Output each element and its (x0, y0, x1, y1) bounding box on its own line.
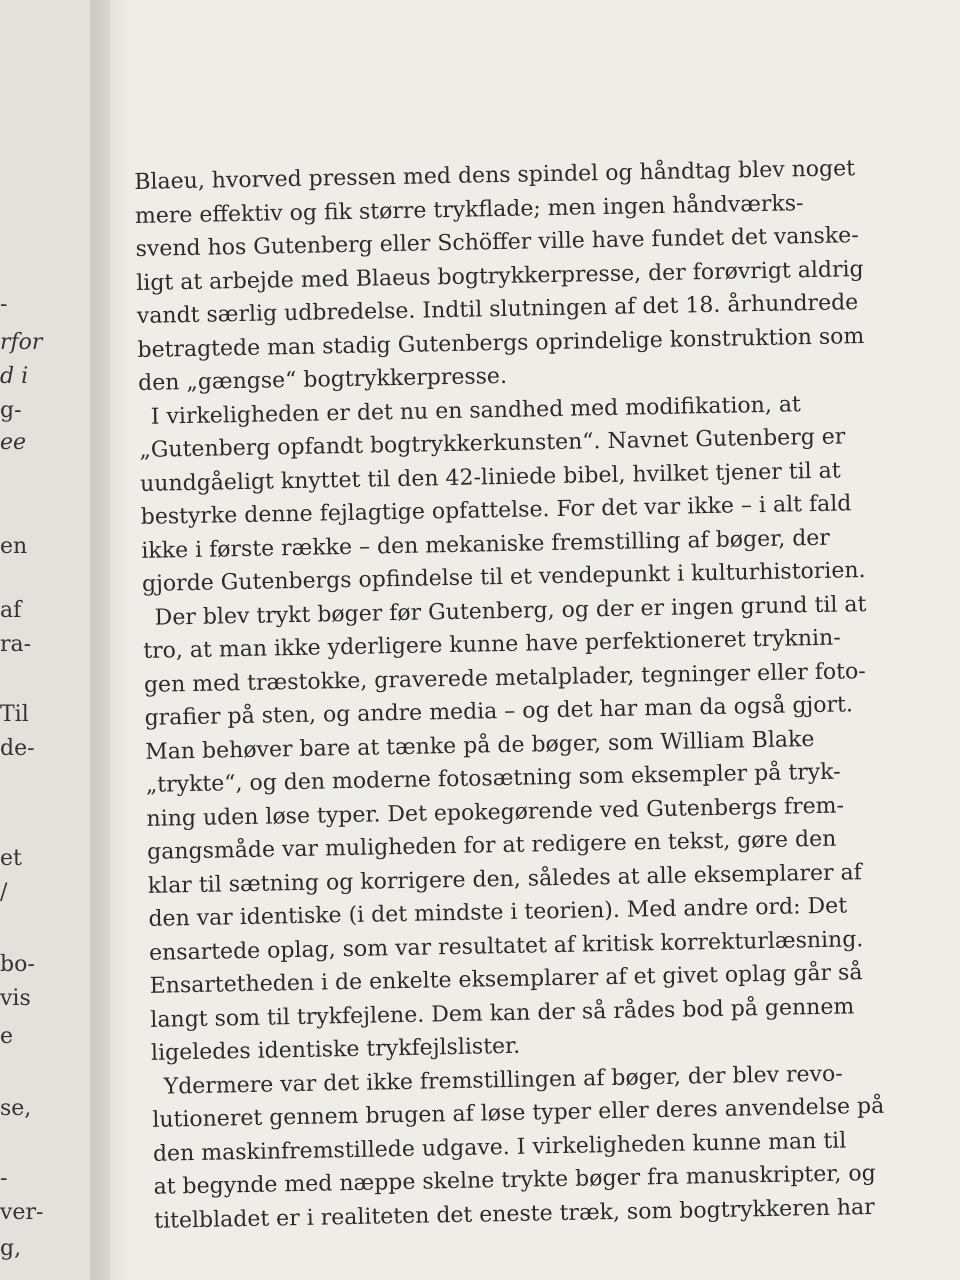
text-line: Ydermere var det ikke fremstillingen af bøger, der blev revo- (163, 1061, 843, 1100)
text-line: I virkeligheden er det nu en sandhed med modifikation, at (150, 391, 802, 430)
text-line: betragtede man stadig Gutenbergs oprindelige konstruktion som (137, 323, 865, 363)
left-page-fragment: e (0, 1024, 14, 1049)
left-page-fragment: en (0, 534, 28, 559)
left-page-fragment: / (0, 880, 8, 905)
text-line: uundgåeligt knyttet til den 42-liniede bibel, hvilket tjener til at (139, 457, 841, 497)
text-line: gjorde Gutenbergs opfindelse til et vendepunkt i kulturhistorien. (141, 558, 866, 597)
left-page-fragment: d i (0, 364, 29, 389)
text-line: gangsmåde var muligheden for at redigere en tekst, gøre den (146, 826, 837, 865)
text-line: at begynde med næppe skelne trykte bøger fra manuskripter, og (153, 1160, 876, 1200)
text-line: „trykte“, og den moderne fotosætning som eksempler på tryk- (145, 759, 841, 798)
text-line: ensartede oplag, som var resultatet af kritisk korrekturlæsning. (148, 926, 864, 966)
text-line: den maskinfremstillede udgave. I virkeligheden kunne man til (152, 1128, 847, 1167)
left-page-fragment: Til (0, 702, 29, 727)
left-page-fragment: - (0, 292, 8, 317)
text-line: Man behøver bare at tænke på de bøger, som William Blake (145, 726, 815, 765)
text-line: ikke i første række – den mekaniske fremstilling af bøger, der (141, 525, 831, 564)
text-line: bestyrke denne fejlagtige opfattelse. For det var ikke – i alt fald (140, 491, 852, 530)
text-line: titelbladet er i realiteten det eneste træk, som bogtrykkeren har (154, 1194, 875, 1234)
text-line: lutioneret gennem brugen af løse typer eller deres anvendelse på (152, 1093, 885, 1133)
text-line: svend hos Gutenberg eller Schöffer ville have fundet det vanske- (135, 223, 859, 262)
text-line: Der blev trykt bøger før Gutenberg, og der er ingen grund til at (154, 591, 867, 631)
text-line: ligt at arbejde med Blaeus bogtrykkerpresse, der forøvrigt aldrig (136, 256, 864, 296)
text-line: ning uden løse typer. Det epokegørende ved Gutenbergs frem- (146, 792, 845, 832)
left-page-fragment: bo- (0, 952, 35, 977)
left-page-fragment: ra- (0, 632, 32, 657)
text-line: langt som til trykfejlene. Dem kan der så rådes bod på gennem (150, 993, 855, 1033)
left-page-fragment: de- (0, 736, 35, 761)
left-page-fragment: af (0, 598, 22, 623)
text-line: grafier på sten, og andre media – og det har man da også gjort. (144, 692, 854, 731)
left-page-fragment: se, (0, 1096, 32, 1121)
left-page-fragment: vis (0, 986, 31, 1011)
text-line: mere effektiv og fik større trykflade; men ingen håndværks- (134, 190, 804, 229)
text-line: tro, at man ikke yderligere kunne have perfektioneret tryknin- (143, 625, 841, 664)
left-page-fragment: - (0, 1166, 8, 1191)
text-line: vandt særlig udbredelse. Indtil slutningen af det 18. århundrede (136, 290, 859, 329)
left-page-fragment: ee (0, 430, 27, 455)
left-page-fragment: g, (0, 1236, 22, 1261)
text-line: klar til sætning og korrigere den, således at alle eksemplarer af (147, 859, 863, 899)
text-line: ligeledes identiske trykfejlslister. (150, 1033, 521, 1066)
gutter-shadow (90, 0, 130, 1280)
left-page-fragment: et (0, 846, 22, 871)
left-page-fragment: ver- (0, 1200, 44, 1225)
body-text (134, 151, 944, 1238)
left-page-fragment: rfor (0, 330, 43, 355)
text-line: gen med træstokke, graverede metalplader, tegninger eller foto- (143, 658, 866, 698)
text-line: „Gutenberg opfandt bogtrykkerkunsten“. Navnet Gutenberg er (139, 424, 846, 463)
left-page-fragment: g- (0, 398, 22, 423)
text-line: den „gængse“ bogtrykkerpresse. (137, 363, 508, 396)
text-line: Blaeu, hvorved pressen med dens spindel og håndtag blev noget (134, 156, 856, 195)
right-page (110, 0, 960, 1280)
text-line: Ensartetheden i de enkelte eksemplarer af et givet oplag går så (149, 960, 863, 999)
text-line: den var identiske (i det mindste i teorien). Med andre ord: Det (148, 893, 848, 932)
